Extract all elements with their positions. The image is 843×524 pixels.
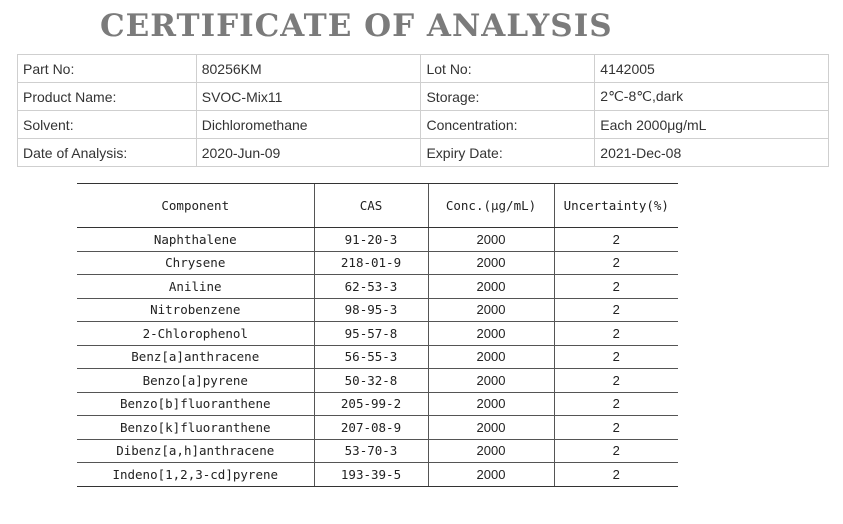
cas-number: 56-55-3 — [314, 345, 428, 369]
uncertainty-value: 2 — [554, 275, 678, 299]
cas-number: 193-39-5 — [314, 463, 428, 487]
uncertainty-value: 2 — [554, 322, 678, 346]
lot-no-label: Lot No: — [421, 55, 595, 83]
table-row — [77, 345, 678, 369]
uncertainty-value: 2 — [554, 416, 678, 440]
concentration-value: 2000 — [428, 463, 554, 487]
component-name: Nitrobenzene — [77, 298, 314, 322]
concentration-value: 2000 — [428, 345, 554, 369]
uncertainty-value: 2 — [554, 251, 678, 275]
cas-number: 218-01-9 — [314, 251, 428, 275]
table-row — [77, 463, 678, 487]
cas-number: 205-99-2 — [314, 392, 428, 416]
solvent-value: Dichloromethane — [196, 111, 421, 139]
concentration-value: 2000 — [428, 228, 554, 252]
uncertainty-value: 2 — [554, 228, 678, 252]
uncertainty-value: 2 — [554, 439, 678, 463]
component-name: Chrysene — [77, 251, 314, 275]
table-row — [77, 392, 678, 416]
concentration-value: 2000 — [428, 322, 554, 346]
table-row — [77, 228, 678, 252]
component-name: Naphthalene — [77, 228, 314, 252]
table-row — [77, 416, 678, 440]
component-name: Benz[a]anthracene — [77, 345, 314, 369]
certificate-title: CERTIFICATE OF ANALYSIS — [100, 8, 613, 44]
concentration-value: 2000 — [428, 275, 554, 299]
table-row — [77, 322, 678, 346]
header-component: Component — [77, 184, 314, 228]
concentration-value: 2000 — [428, 298, 554, 322]
components-table — [77, 183, 678, 487]
header-concentration: Conc.(μg/mL) — [428, 184, 554, 228]
uncertainty-value: 2 — [554, 463, 678, 487]
solvent-label: Solvent: — [18, 111, 197, 139]
table-row — [77, 275, 678, 299]
uncertainty-value: 2 — [554, 392, 678, 416]
storage-label: Storage: — [421, 83, 595, 111]
info-row-date — [18, 139, 829, 167]
cas-number: 50-32-8 — [314, 369, 428, 393]
uncertainty-value: 2 — [554, 369, 678, 393]
table-row — [77, 298, 678, 322]
part-no-value: 80256KM — [196, 55, 421, 83]
product-name-label: Product Name: — [18, 83, 197, 111]
component-name: Benzo[k]fluoranthene — [77, 416, 314, 440]
concentration-value: 2000 — [428, 392, 554, 416]
concentration-value: 2000 — [428, 416, 554, 440]
component-name: 2-Chlorophenol — [77, 322, 314, 346]
info-row-part — [18, 55, 829, 83]
info-row-solvent — [18, 111, 829, 139]
part-no-label: Part No: — [18, 55, 197, 83]
components-header-row — [77, 184, 678, 228]
info-row-product — [18, 83, 829, 111]
concentration-value: 2000 — [428, 439, 554, 463]
expiry-date-label: Expiry Date: — [421, 139, 595, 167]
concentration-label: Concentration: — [421, 111, 595, 139]
lot-no-value: 4142005 — [595, 55, 829, 83]
concentration-value: 2000 — [428, 251, 554, 275]
component-name: Benzo[a]pyrene — [77, 369, 314, 393]
date-of-analysis-label: Date of Analysis: — [18, 139, 197, 167]
component-name: Dibenz[a,h]anthracene — [77, 439, 314, 463]
table-row — [77, 439, 678, 463]
product-info-table — [17, 54, 829, 167]
cas-number: 53-70-3 — [314, 439, 428, 463]
table-row — [77, 251, 678, 275]
cas-number: 98-95-3 — [314, 298, 428, 322]
cas-number: 91-20-3 — [314, 228, 428, 252]
component-name: Benzo[b]fluoranthene — [77, 392, 314, 416]
concentration-value: 2000 — [428, 369, 554, 393]
concentration-value: Each 2000μg/mL — [595, 111, 829, 139]
cas-number: 207-08-9 — [314, 416, 428, 440]
table-row — [77, 369, 678, 393]
product-name-value: SVOC-Mix11 — [196, 83, 421, 111]
header-uncertainty: Uncertainty(%) — [554, 184, 678, 228]
expiry-date-value: 2021-Dec-08 — [595, 139, 829, 167]
cas-number: 95-57-8 — [314, 322, 428, 346]
component-name: Aniline — [77, 275, 314, 299]
cas-number: 62-53-3 — [314, 275, 428, 299]
component-name: Indeno[1,2,3-cd]pyrene — [77, 463, 314, 487]
storage-value: 2℃-8℃,dark — [595, 83, 829, 111]
header-cas: CAS — [314, 184, 428, 228]
uncertainty-value: 2 — [554, 298, 678, 322]
date-of-analysis-value: 2020-Jun-09 — [196, 139, 421, 167]
uncertainty-value: 2 — [554, 345, 678, 369]
